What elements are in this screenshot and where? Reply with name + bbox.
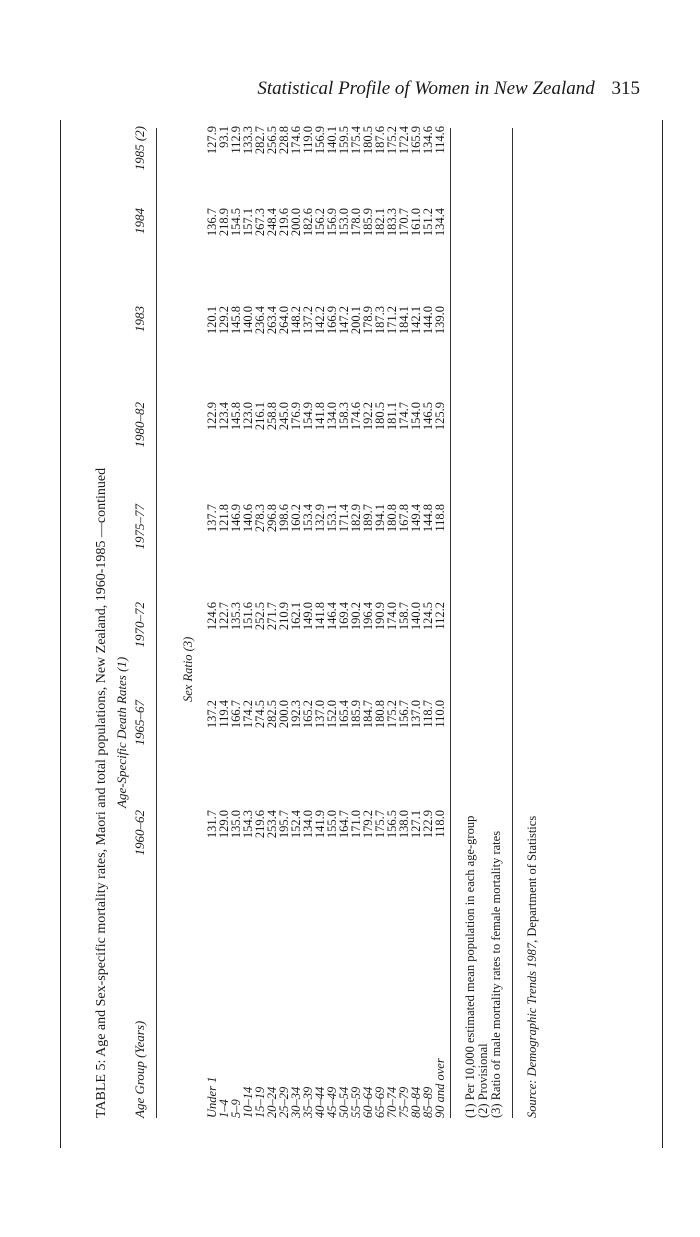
column-header: 1983: [132, 306, 147, 332]
table-cell: 140.1: [325, 126, 339, 155]
data-column: [206, 504, 446, 564]
table-cell: 119.4: [217, 700, 231, 728]
table-cell: 139.0: [433, 306, 447, 335]
table-cell: 125.9: [433, 402, 447, 431]
table-cell: 112.9: [229, 126, 243, 154]
table-cell: 271.7: [265, 602, 279, 631]
table-cell: 118.7: [421, 700, 435, 728]
age-group-label: 65–69: [373, 1086, 387, 1118]
table-cell: 282.5: [265, 700, 279, 729]
table-cell: 175.2: [385, 126, 399, 155]
table-cell: 145.8: [229, 306, 243, 335]
table-cell: 142.2: [313, 306, 327, 335]
table-cell: 147.2: [337, 306, 351, 335]
table-cell: 158.3: [337, 402, 351, 431]
table-cell: 165.2: [301, 700, 315, 729]
table-cell: 144.8: [421, 504, 435, 533]
table-caption: TABLE 5: Age and Sex-specific mortality rates, Maori and total populations, New Zealand, 1960-1985 —continued: [94, 467, 109, 1118]
age-group-label: 25–29: [277, 1086, 291, 1118]
table-cell: 137.7: [205, 504, 219, 533]
table-cell: 152.0: [325, 700, 339, 729]
source-label: Source:: [525, 1079, 539, 1118]
table-cell: 141.8: [313, 402, 327, 431]
table-cell: 219.6: [277, 208, 291, 237]
table-cell: 169.4: [337, 602, 351, 631]
age-group-label: 20–24: [265, 1086, 279, 1118]
table-cell: 200.1: [349, 306, 363, 335]
table-cell: 152.4: [289, 810, 303, 839]
age-group-label: 85–89: [421, 1086, 435, 1118]
age-group-column: [206, 1058, 446, 1118]
data-column: [206, 810, 446, 870]
table-cell: 264.0: [277, 306, 291, 335]
table-cell: 93.1: [217, 126, 231, 148]
table-cell: 118.8: [433, 504, 447, 532]
table-cell: 198.6: [277, 504, 291, 533]
data-column: [206, 700, 446, 760]
table-cell: 146.5: [421, 402, 435, 431]
table-cell: 148.2: [289, 306, 303, 335]
table-cell: 142.1: [409, 306, 423, 335]
row-header: Age Group (Years): [132, 1020, 147, 1118]
table-cell: 120.1: [205, 306, 219, 335]
table-cell: 164.7: [337, 810, 351, 839]
age-group-label: 10–14: [241, 1086, 255, 1118]
group-header: Age-Specific Death Rates (1): [114, 656, 129, 808]
table-cell: 194.1: [373, 504, 387, 533]
table-cell: 245.0: [277, 402, 291, 431]
table-cell: 153.1: [325, 504, 339, 533]
table-cell: 174.6: [289, 126, 303, 155]
table-cell: 278.3: [253, 504, 267, 533]
table-cell: 171.4: [337, 504, 351, 533]
table-cell: 166.9: [325, 306, 339, 335]
table-cell: 192.2: [361, 402, 375, 431]
table-cell: 127.9: [205, 126, 219, 155]
section-label: Sex Ratio (3): [181, 636, 195, 702]
table-cell: 282.7: [253, 126, 267, 155]
age-group-label: 75–79: [397, 1086, 411, 1118]
table-cell: 124.5: [421, 602, 435, 631]
table-cell: 137.2: [205, 700, 219, 729]
table-cell: 153.4: [301, 504, 315, 533]
table-cell: 218.9: [217, 208, 231, 237]
table-cell: 174.6: [349, 402, 363, 431]
table-cell: 122.7: [217, 602, 231, 631]
table-cell: 154.0: [409, 402, 423, 431]
table-cell: 135.0: [229, 810, 243, 839]
table-cell: 216.1: [253, 402, 267, 431]
table-cell: 179.2: [361, 810, 375, 839]
column-header: 1970–72: [132, 602, 147, 648]
table-cell: 228.8: [277, 126, 291, 155]
table-cell: 141.8: [313, 602, 327, 631]
table-cell: 200.0: [289, 208, 303, 237]
age-group-label: 90 and over: [433, 1058, 447, 1118]
table-cell: 122.9: [421, 810, 435, 839]
age-group-label: 40–44: [313, 1086, 327, 1118]
age-group-label: 60–64: [361, 1086, 375, 1118]
table-cell: 210.9: [277, 602, 291, 631]
running-head: [257, 78, 640, 100]
table-cell: 154.9: [301, 402, 315, 431]
age-group-label: 35–39: [301, 1086, 315, 1118]
footnote-1: (1) Per 10,000 estimated mean population in each age-group: [463, 815, 477, 1118]
table-cell: 132.9: [313, 504, 327, 533]
table-cell: 195.7: [277, 810, 291, 839]
table-cell: 149.4: [409, 504, 423, 533]
table-cell: 123.0: [241, 402, 255, 431]
table-cell: 167.8: [397, 504, 411, 533]
source-org: Department of Statistics: [525, 815, 539, 940]
table-cell: 171.0: [349, 810, 363, 839]
table-cell: 154.3: [241, 810, 255, 839]
table-cell: 156.2: [313, 208, 327, 237]
table-cell: 119.0: [301, 126, 315, 154]
table-cell: 151.6: [241, 602, 255, 631]
column-header: 1984: [132, 208, 147, 234]
footnote-3: (3) Ratio of male mortality rates to female mortality rates: [489, 830, 503, 1118]
table-cell: 137.2: [301, 306, 315, 335]
table-cell: 137.0: [313, 700, 327, 729]
table-cell: 171.2: [385, 306, 399, 335]
table-cell: 184.1: [397, 306, 411, 335]
table-cell: 137.0: [409, 700, 423, 729]
table-cell: 114.6: [433, 126, 447, 154]
table-cell: 182.9: [349, 504, 363, 533]
table-cell: 162.1: [289, 602, 303, 631]
table-cell: 134.4: [433, 208, 447, 237]
table-cell: 124.6: [205, 602, 219, 631]
table-cell: 219.6: [253, 810, 267, 839]
table-cell: 174.7: [397, 402, 411, 431]
table-cell: 160.2: [289, 504, 303, 533]
age-group-label: 55–59: [349, 1086, 363, 1118]
source-title: Demographic Trends 1987,: [525, 939, 539, 1077]
table-cell: 256.5: [265, 126, 279, 155]
header-rule: [156, 128, 157, 1118]
data-column: [206, 602, 446, 662]
table-cell: 196.4: [361, 602, 375, 631]
table-cell: 190.2: [349, 602, 363, 631]
table-cell: 274.5: [253, 700, 267, 729]
table-cell: 156.7: [397, 700, 411, 729]
table-cell: 141.9: [313, 810, 327, 839]
age-group-label: 50–54: [337, 1086, 351, 1118]
table-cell: 145.8: [229, 402, 243, 431]
table-cell: 161.0: [409, 208, 423, 237]
table-cell: 175.4: [349, 126, 363, 155]
data-column: [206, 402, 446, 462]
table-cell: 127.1: [409, 810, 423, 839]
table-cell: 129.0: [217, 810, 231, 839]
age-group-label: 80–84: [409, 1086, 423, 1118]
table-cell: 136.7: [205, 208, 219, 237]
table-cell: 175.2: [385, 700, 399, 729]
table-cell: 123.4: [217, 402, 231, 431]
table-cell: 182.1: [373, 208, 387, 237]
table-cell: 140.6: [241, 504, 255, 533]
table-cell: 134.6: [421, 126, 435, 155]
table-cell: 153.0: [337, 208, 351, 237]
column-header: 1980–82: [132, 402, 147, 448]
table-cell: 190.9: [373, 602, 387, 631]
table-cell: 159.5: [337, 126, 351, 155]
table-cell: 175.7: [373, 810, 387, 839]
table-cell: 174.0: [385, 602, 399, 631]
table-cell: 156.9: [325, 208, 339, 237]
table-cell: 183.3: [385, 208, 399, 237]
table-cell: 158.7: [397, 602, 411, 631]
table-cell: 180.5: [373, 402, 387, 431]
age-group-label: 1–4: [217, 1099, 231, 1118]
table-cell: 149.0: [301, 602, 315, 631]
table-cell: 236.4: [253, 306, 267, 335]
table-cell: 187.3: [373, 306, 387, 335]
table-cell: 184.7: [361, 700, 375, 729]
table-cell: 252.5: [253, 602, 267, 631]
table-cell: 176.9: [289, 402, 303, 431]
table-cell: 133.3: [241, 126, 255, 155]
table-cell: 178.0: [349, 208, 363, 237]
table-cell: 248.4: [265, 208, 279, 237]
table-cell: 180.8: [385, 504, 399, 533]
table-cell: 118.0: [433, 810, 447, 838]
age-group-label: Under 1: [205, 1076, 219, 1118]
table-cell: 166.7: [229, 700, 243, 729]
table-cell: 134.0: [301, 810, 315, 839]
table-cell: 253.4: [265, 810, 279, 839]
table-cell: 258.8: [265, 402, 279, 431]
age-group-label: 70–74: [385, 1086, 399, 1118]
table-cell: 263.4: [265, 306, 279, 335]
table-cell: 157.1: [241, 208, 255, 237]
data-column: [206, 208, 446, 268]
age-group-label: 5–9: [229, 1099, 243, 1118]
table-cell: 138.0: [397, 810, 411, 839]
table-cell: 129.2: [217, 306, 231, 335]
table-cell: 178.9: [361, 306, 375, 335]
table-cell: 156.5: [385, 810, 399, 839]
table-cell: 267.3: [253, 208, 267, 237]
table-cell: 156.9: [313, 126, 327, 155]
data-column: [206, 306, 446, 366]
body-rule: [450, 128, 451, 1118]
table-cell: 140.0: [409, 602, 423, 631]
table-cell: 189.7: [361, 504, 375, 533]
table-cell: 140.0: [241, 306, 255, 335]
table-cell: 151.2: [421, 208, 435, 237]
age-group-label: 45–49: [325, 1086, 339, 1118]
table-cell: 180.8: [373, 700, 387, 729]
source-line: [526, 816, 538, 1118]
rotated-table: [90, 120, 670, 1148]
table-cell: 154.5: [229, 208, 243, 237]
column-header: 1965–67: [132, 700, 147, 746]
table-cell: 296.8: [265, 504, 279, 533]
footnote-2: (2) Provisional: [476, 1043, 490, 1118]
data-column: [206, 126, 446, 186]
table-cell: 122.9: [205, 402, 219, 431]
table-cell: 155.0: [325, 810, 339, 839]
table-top-rule: [60, 120, 61, 1148]
age-group-label: 30–34: [289, 1086, 303, 1118]
table-cell: 121.8: [217, 504, 231, 533]
age-group-label: 15–19: [253, 1086, 267, 1118]
table-cell: 146.4: [325, 602, 339, 631]
page-number: 315: [611, 78, 640, 99]
table-cell: 110.0: [433, 700, 447, 728]
table-cell: 172.4: [397, 126, 411, 155]
table-cell: 187.6: [373, 126, 387, 155]
column-header: 1985 (2): [132, 126, 147, 171]
footnote-rule: [512, 128, 513, 1118]
running-head-title: Statistical Profile of Women in New Zealand: [257, 78, 595, 99]
table-cell: 144.0: [421, 306, 435, 335]
table-cell: 200.0: [277, 700, 291, 729]
table-cell: 174.2: [241, 700, 255, 729]
table-cell: 165.9: [409, 126, 423, 155]
table-cell: 165.4: [337, 700, 351, 729]
table-cell: 192.3: [289, 700, 303, 729]
table-cell: 131.7: [205, 810, 219, 839]
table-cell: 146.9: [229, 504, 243, 533]
table-cell: 170.7: [397, 208, 411, 237]
table-cell: 185.9: [349, 700, 363, 729]
table-cell: 112.2: [433, 602, 447, 630]
table-cell: 181.1: [385, 402, 399, 431]
table-cell: 134.0: [325, 402, 339, 431]
column-header: 1975–77: [132, 504, 147, 550]
table-cell: 180.5: [361, 126, 375, 155]
table-cell: 135.3: [229, 602, 243, 631]
table-cell: 182.6: [301, 208, 315, 237]
table-cell: 185.9: [361, 208, 375, 237]
column-header: 1960–62: [132, 810, 147, 856]
